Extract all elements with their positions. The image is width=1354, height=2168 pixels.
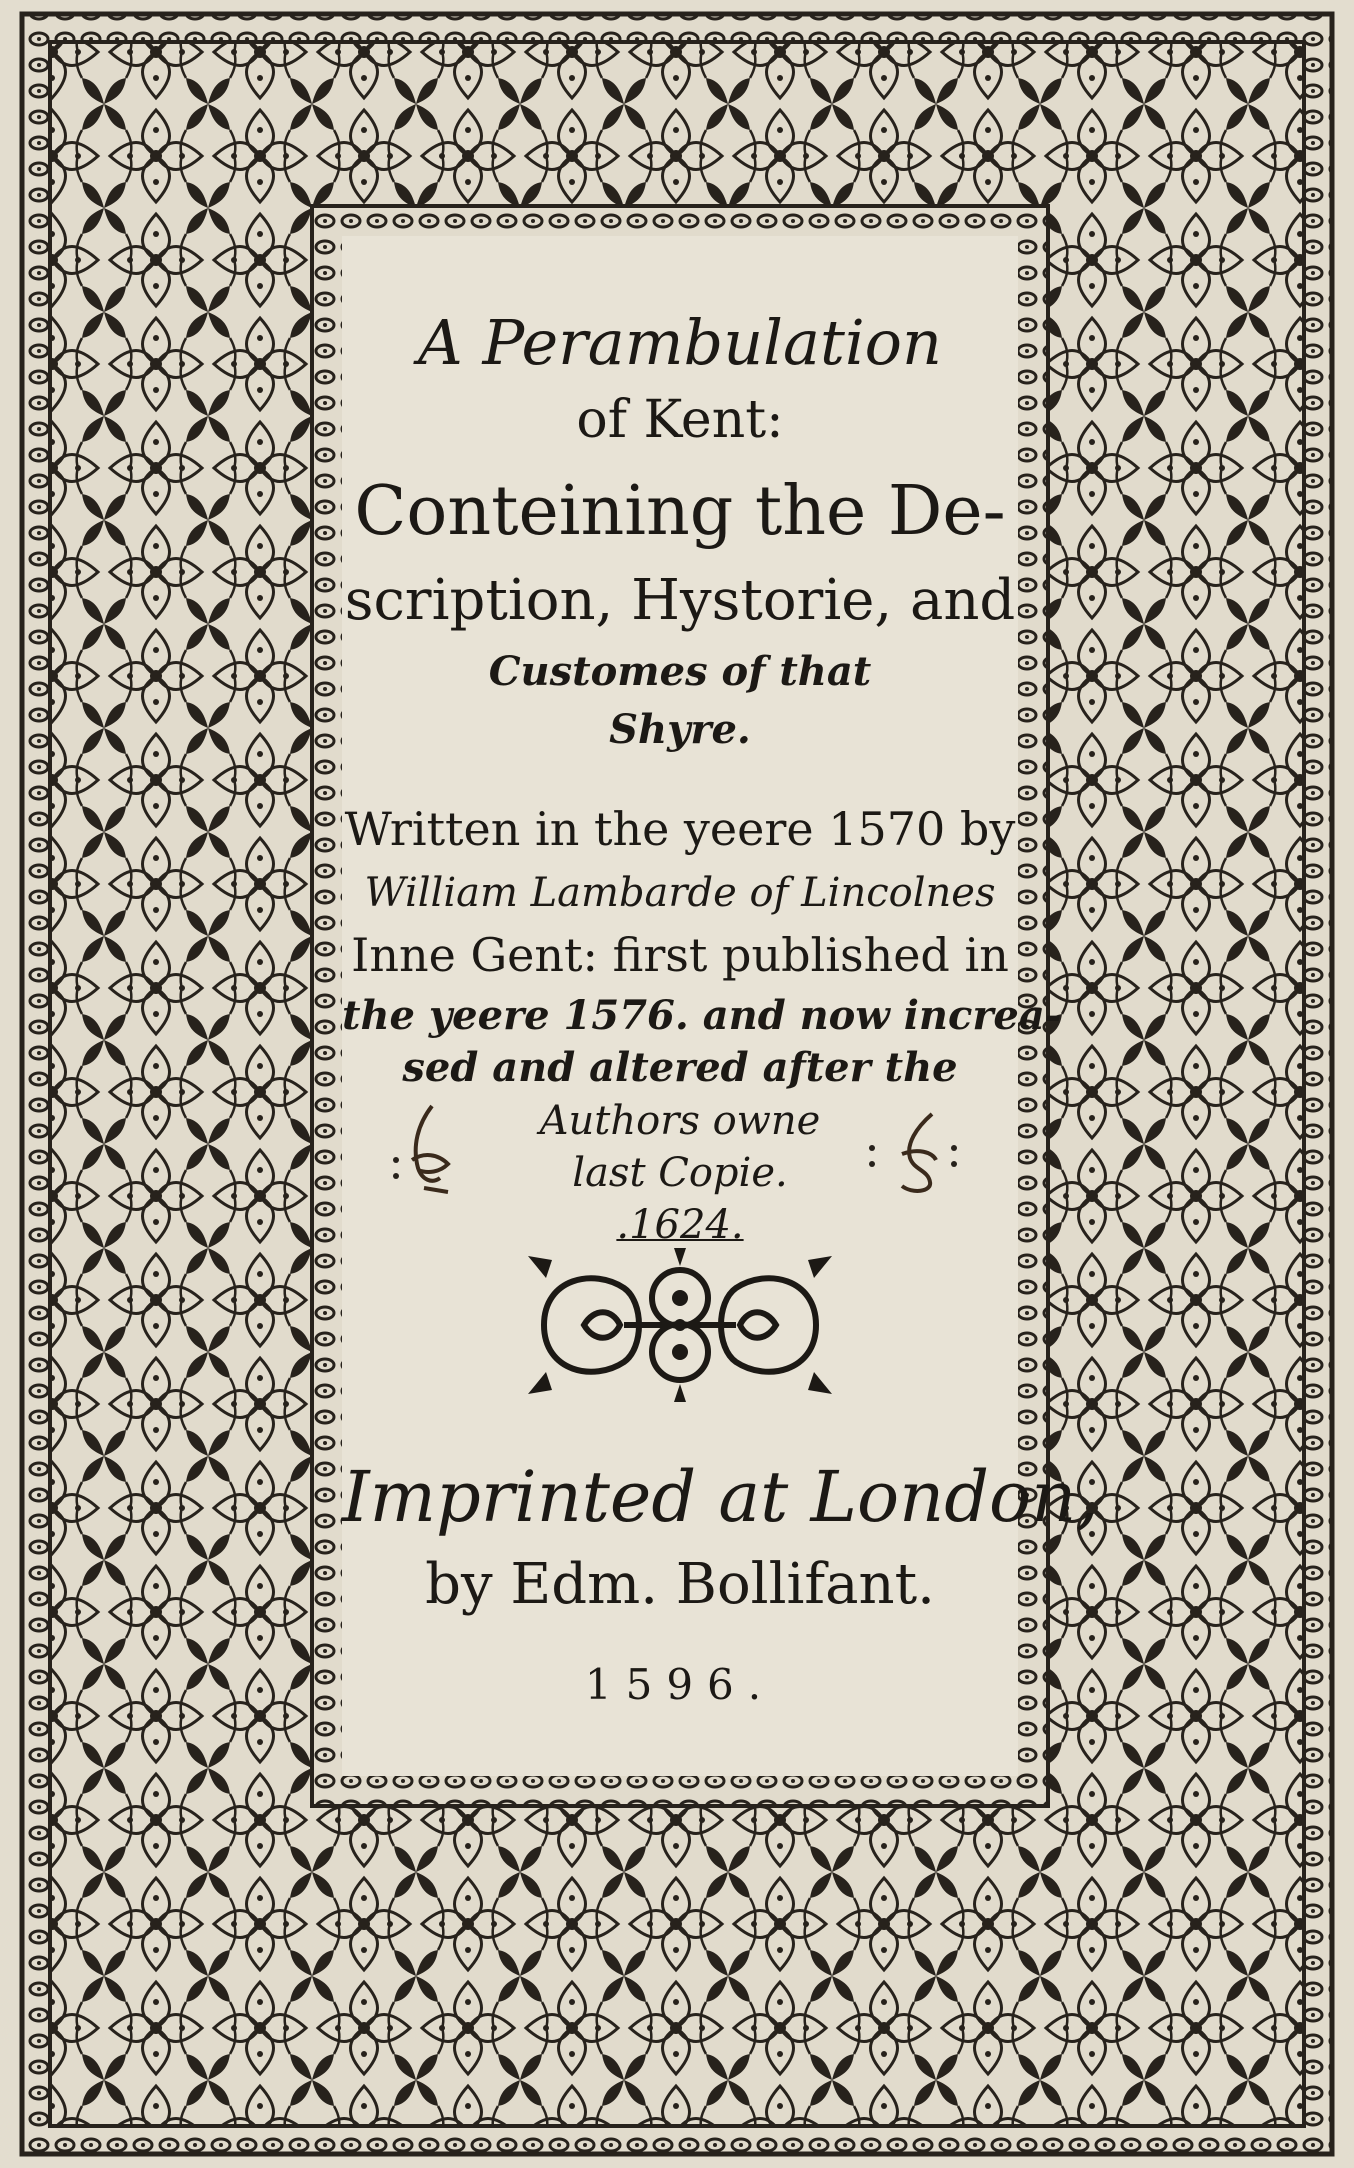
author-line-4: the yeere 1576. and now increa- — [342, 992, 1062, 1039]
author-line-5: sed and altered after the — [402, 1044, 958, 1091]
imprint-line-1: Imprinted at London, — [342, 1456, 1099, 1538]
author-line-6: Authors owne — [539, 1098, 821, 1144]
subtitle-line-4: Shyre. — [609, 706, 751, 753]
title-line-1: A Perambulation — [418, 306, 942, 379]
subtitle-line-3: Customes of that — [488, 648, 872, 695]
author-line-7: last Copie. — [572, 1150, 788, 1196]
handwritten-date: .1624. — [616, 1202, 744, 1248]
author-line-3: Inne Gent: first published in — [351, 928, 1009, 982]
author-line-2: William Lambarde of Lincolnes — [364, 870, 996, 916]
manuscript-mark-right — [862, 1108, 962, 1198]
subtitle-line-1: Conteining the De- — [354, 472, 1006, 551]
author-line-1: Written in the yeere 1570 by — [344, 802, 1016, 856]
title-line-2: of Kent: — [576, 390, 784, 450]
subtitle-line-2: scription, Hystorie, and — [344, 568, 1016, 633]
manuscript-mark-left — [388, 1098, 468, 1198]
imprint-line-2: by Edm. Bollifant. — [425, 1552, 935, 1617]
imprint-year: 1596. — [584, 1660, 776, 1709]
fleuron-ornament — [524, 1248, 836, 1402]
title-text-block — [342, 236, 1099, 1776]
